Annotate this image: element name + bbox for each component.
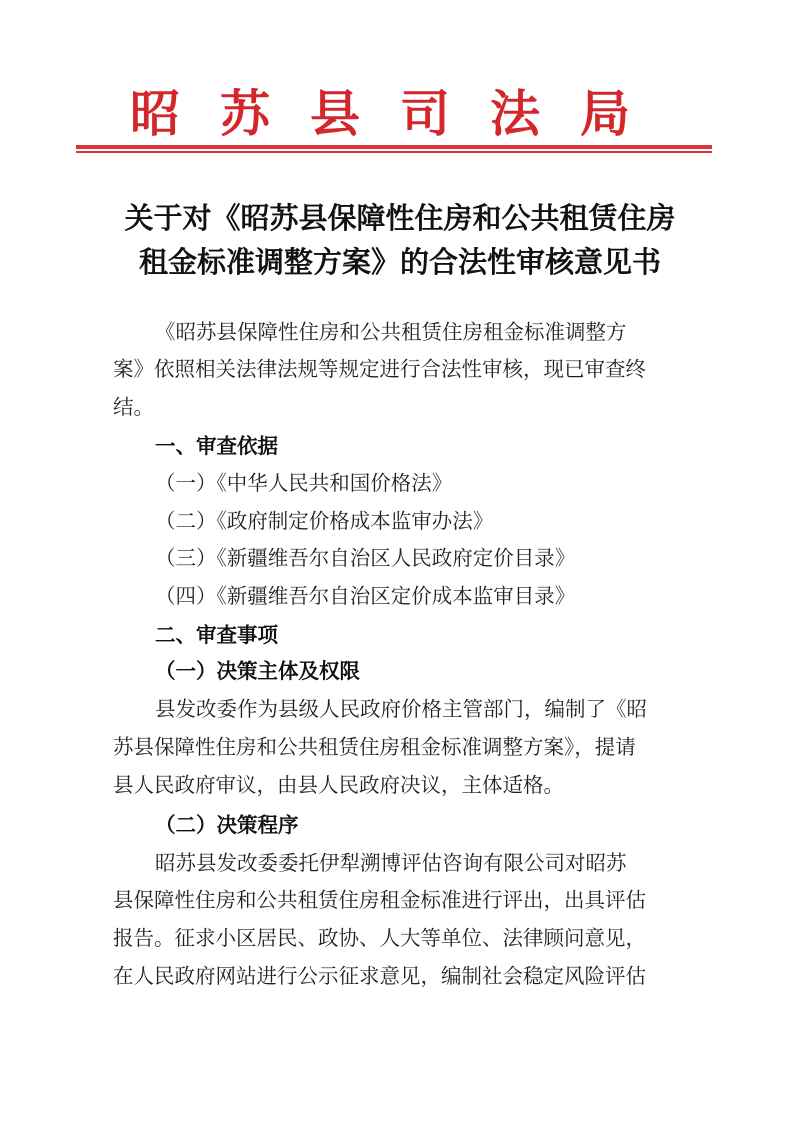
sub1-line-3: 县人民政府审议，由县人民政府决议，主体适格。 [113, 773, 564, 797]
section2-sub2-heading: （二）决策程序 [155, 813, 299, 837]
sub2-line-2: 县保障性住房和公共租赁住房租金标准进行评出，出具评估 [113, 888, 646, 912]
document-title-line-1: 关于对《昭苏县保障性住房和公共租赁住房 [124, 201, 676, 235]
sub2-line-1: 昭苏县发改委委托伊犁溯博评估咨询有限公司对昭苏 [155, 851, 627, 875]
section2-sub1-heading: （一）决策主体及权限 [155, 659, 360, 683]
document-title-line-2: 租金标准调整方案》的合法性审核意见书 [138, 245, 661, 279]
document-title [100, 196, 700, 284]
intro-line-3: 结。 [113, 395, 154, 419]
intro-line-2: 案》依照相关法律法规等规定进行合法性审核，现已审查终 [113, 357, 646, 381]
masthead-title: 昭苏县司法局 [130, 84, 670, 143]
masthead-rule-thin [76, 151, 712, 153]
section1-item-1: （一）《中华人民共和国价格法》 [155, 471, 453, 495]
intro-line-1: 《昭苏县保障性住房和公共租赁住房租金标准调整方 [155, 320, 627, 344]
section1-item-4: （四）《新疆维吾尔自治区定价成本监审目录》 [155, 584, 576, 608]
section1-heading: 一、审查依据 [155, 434, 278, 458]
section1-item-2: （二）《政府制定价格成本监审办法》 [155, 509, 494, 533]
sub1-line-2: 苏县保障性住房和公共租赁住房租金标准调整方案》，提请 [113, 735, 636, 759]
sub2-line-3: 报告。征求小区居民、政协、人大等单位、法律顾问意见， [113, 926, 646, 950]
section1-item-3: （三）《新疆维吾尔自治区人民政府定价目录》 [155, 546, 576, 570]
section2-heading: 二、审查事项 [155, 623, 278, 647]
masthead-rule-thick [76, 145, 712, 149]
sub2-line-4: 在人民政府网站进行公示征求意见，编制社会稳定风险评估 [113, 964, 646, 988]
sub1-line-1: 县发改委作为县级人民政府价格主管部门，编制了《昭 [155, 697, 647, 721]
